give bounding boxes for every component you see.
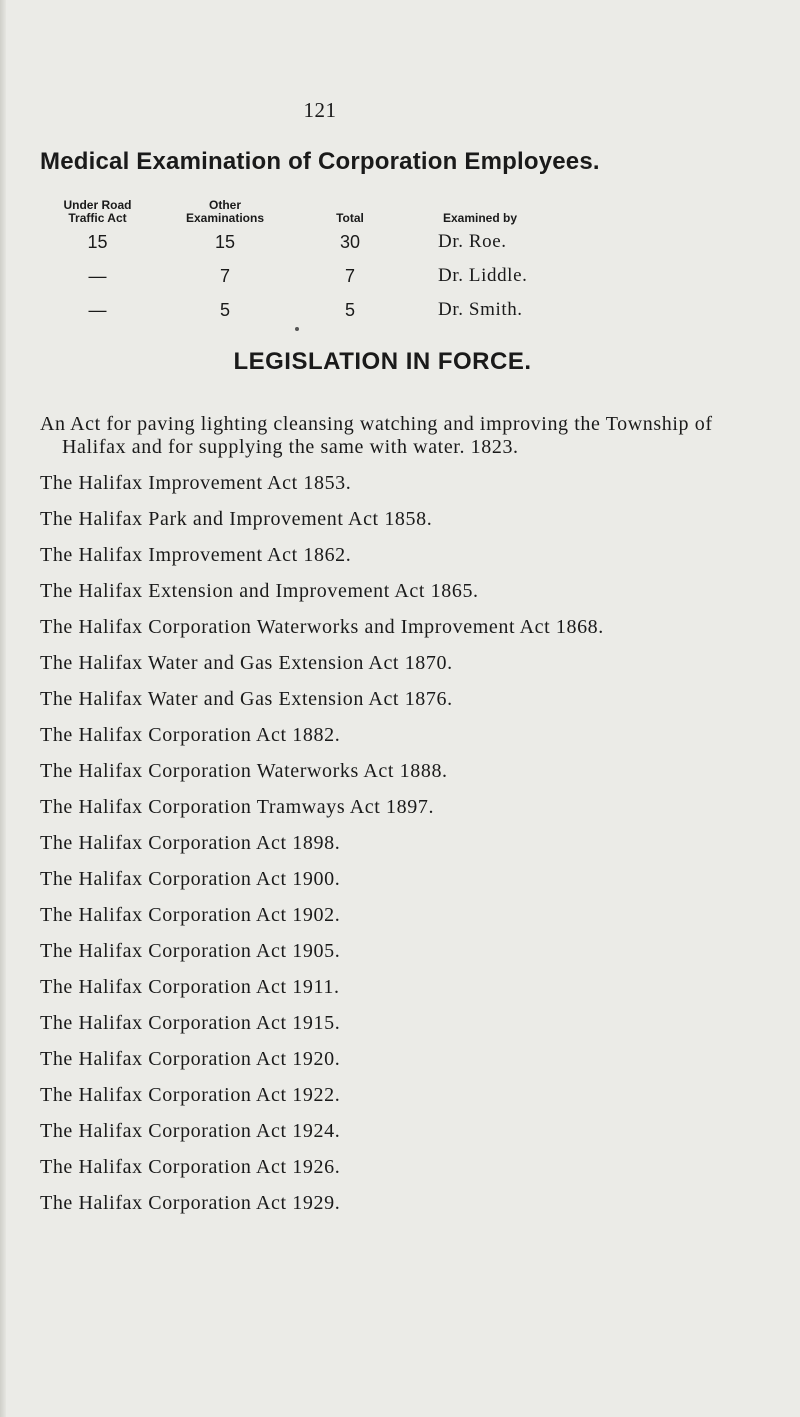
cell-examined-by: Dr. Roe. [438, 231, 507, 252]
list-item: The Halifax Corporation Act 1902. [40, 904, 341, 926]
list-item: The Halifax Corporation Act 1920. [40, 1048, 341, 1070]
cell-total: 30 [339, 231, 361, 252]
list-item: The Halifax Corporation Tramways Act 1897. [40, 796, 435, 818]
cell-other: 5 [219, 299, 230, 320]
cell-examined-by: Dr. Liddle. [438, 265, 528, 286]
list-item: The Halifax Corporation Act 1924. [40, 1120, 341, 1142]
list-item: An Act for paving lighting cleansing watching and improving the Township of Halifax and for supplying the same with water. 1823. [40, 413, 713, 458]
list-item: The Halifax Corporation Act 1926. [40, 1156, 341, 1178]
legislation-title: LEGISLATION IN FORCE. [233, 348, 532, 375]
medical-examination-title: Medical Examination of Corporation Employees. [40, 148, 600, 175]
list-item: The Halifax Corporation Waterworks Act 1888. [40, 760, 448, 782]
list-item: The Halifax Corporation Act 1900. [40, 868, 341, 890]
page-number: 121 [303, 98, 337, 122]
header-other-examinations: Other Examinations [185, 198, 265, 225]
cell-other: 7 [219, 265, 230, 286]
list-item: The Halifax Corporation Act 1898. [40, 832, 341, 854]
list-item: The Halifax Corporation Act 1915. [40, 1012, 341, 1034]
header-under-road-traffic-act: Under Road Traffic Act [63, 198, 132, 225]
list-item: The Halifax Corporation Act 1929. [40, 1192, 341, 1214]
cell-road: 15 [87, 231, 108, 252]
list-item: The Halifax Park and Improvement Act 1858. [40, 508, 433, 530]
table-row [50, 225, 610, 259]
list-item: The Halifax Water and Gas Extension Act 1870. [40, 652, 453, 674]
list-item: The Halifax Corporation Act 1922. [40, 1084, 341, 1106]
header-examined-by: Examined by [443, 211, 518, 225]
list-item: The Halifax Improvement Act 1862. [40, 544, 352, 566]
header-total: Total [336, 211, 364, 225]
list-item: The Halifax Corporation Act 1882. [40, 724, 341, 746]
print-speck [295, 327, 299, 331]
list-item: The Halifax Corporation Act 1905. [40, 940, 341, 962]
legislation-list [40, 413, 770, 1228]
page-binding-edge [0, 0, 6, 1417]
list-item: The Halifax Corporation Act 1911. [40, 976, 340, 998]
list-item: The Halifax Water and Gas Extension Act 1876. [40, 688, 453, 710]
list-item: The Halifax Extension and Improvement Act 1865. [40, 580, 479, 602]
table-row [50, 293, 610, 327]
list-item: The Halifax Improvement Act 1853. [40, 472, 352, 494]
cell-road: — [88, 299, 107, 320]
cell-other: 15 [214, 231, 236, 252]
cell-total: 5 [344, 299, 355, 320]
table-header-row [50, 195, 610, 225]
cell-road: — [88, 265, 107, 286]
table-row [50, 259, 610, 293]
list-item: The Halifax Corporation Waterworks and Improvement Act 1868. [40, 616, 604, 638]
medical-examination-table [50, 195, 610, 327]
cell-examined-by: Dr. Smith. [438, 299, 523, 320]
cell-total: 7 [344, 265, 355, 286]
